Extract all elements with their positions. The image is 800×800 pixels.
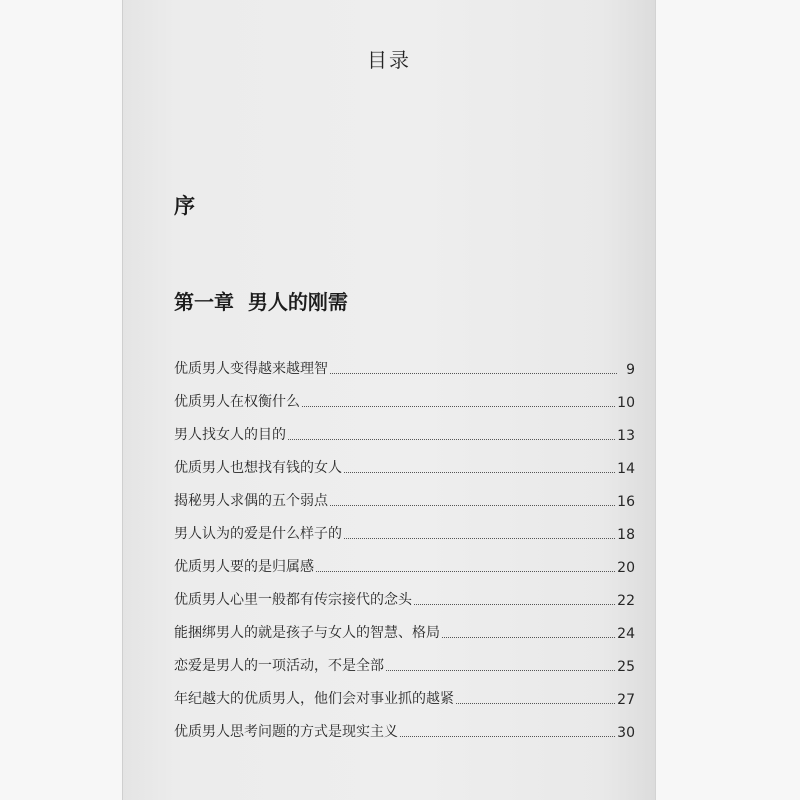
toc-entry (174, 609, 635, 642)
toc-entry (174, 543, 635, 576)
toc-entry (174, 444, 635, 477)
toc-entry-title: 优质男人思考问题的方式是现实主义 (174, 724, 398, 740)
toc-entry (174, 675, 635, 708)
toc-entry-page-number: 9 (626, 362, 635, 378)
toc-entry-page-number: 24 (617, 626, 635, 642)
dot-leader (344, 538, 615, 539)
dot-leader (344, 472, 615, 473)
toc-entry-title: 能捆绑男人的就是孩子与女人的智慧、格局 (174, 625, 440, 641)
toc-entry (174, 411, 635, 444)
toc-entry-title: 优质男人变得越来越理智 (174, 361, 328, 377)
toc-entry-page-number: 30 (617, 725, 635, 741)
dot-leader (442, 637, 615, 638)
toc-entry (174, 708, 635, 741)
dot-leader (386, 670, 615, 671)
dot-leader (330, 505, 615, 506)
dot-leader (330, 373, 617, 374)
toc-entry-page-number: 22 (617, 593, 635, 609)
toc-entry-title: 男人找女人的目的 (174, 427, 286, 443)
toc-entry-title: 年纪越大的优质男人，他们会对事业抓的越紧 (174, 691, 454, 707)
toc-entry (174, 345, 635, 378)
toc-entry-list (174, 345, 635, 741)
toc-entry (174, 642, 635, 675)
toc-entry-page-number: 13 (617, 428, 635, 444)
dot-leader (456, 703, 615, 704)
toc-entry-title: 优质男人心里一般都有传宗接代的念头 (174, 592, 412, 608)
toc-entry-page-number: 18 (617, 527, 635, 543)
toc-entry-page-number: 20 (617, 560, 635, 576)
chapter-heading: 第一章 男人的刚需 (174, 290, 348, 314)
dot-leader (414, 604, 615, 605)
toc-entry-title: 揭秘男人求偶的五个弱点 (174, 493, 328, 509)
toc-entry (174, 378, 635, 411)
toc-entry-page-number: 10 (617, 395, 635, 411)
dot-leader (400, 736, 615, 737)
toc-entry (174, 576, 635, 609)
toc-entry (174, 510, 635, 543)
dot-leader (302, 406, 615, 407)
toc-entry-title: 恋爱是男人的一项活动，不是全部 (174, 658, 384, 674)
dot-leader (316, 571, 615, 572)
toc-entry-page-number: 25 (617, 659, 635, 675)
book-page (122, 0, 656, 800)
toc-entry-title: 男人认为的爱是什么样子的 (174, 526, 342, 542)
toc-entry (174, 477, 635, 510)
toc-entry-title: 优质男人要的是归属感 (174, 559, 314, 575)
toc-entry-page-number: 27 (617, 692, 635, 708)
toc-entry-page-number: 14 (617, 461, 635, 477)
toc-entry-title: 优质男人在权衡什么 (174, 394, 300, 410)
toc-entry-page-number: 16 (617, 494, 635, 510)
dot-leader (288, 439, 615, 440)
toc-title: 目录 (367, 48, 411, 72)
toc-entry-title: 优质男人也想找有钱的女人 (174, 460, 342, 476)
preface-heading: 序 (174, 194, 195, 218)
